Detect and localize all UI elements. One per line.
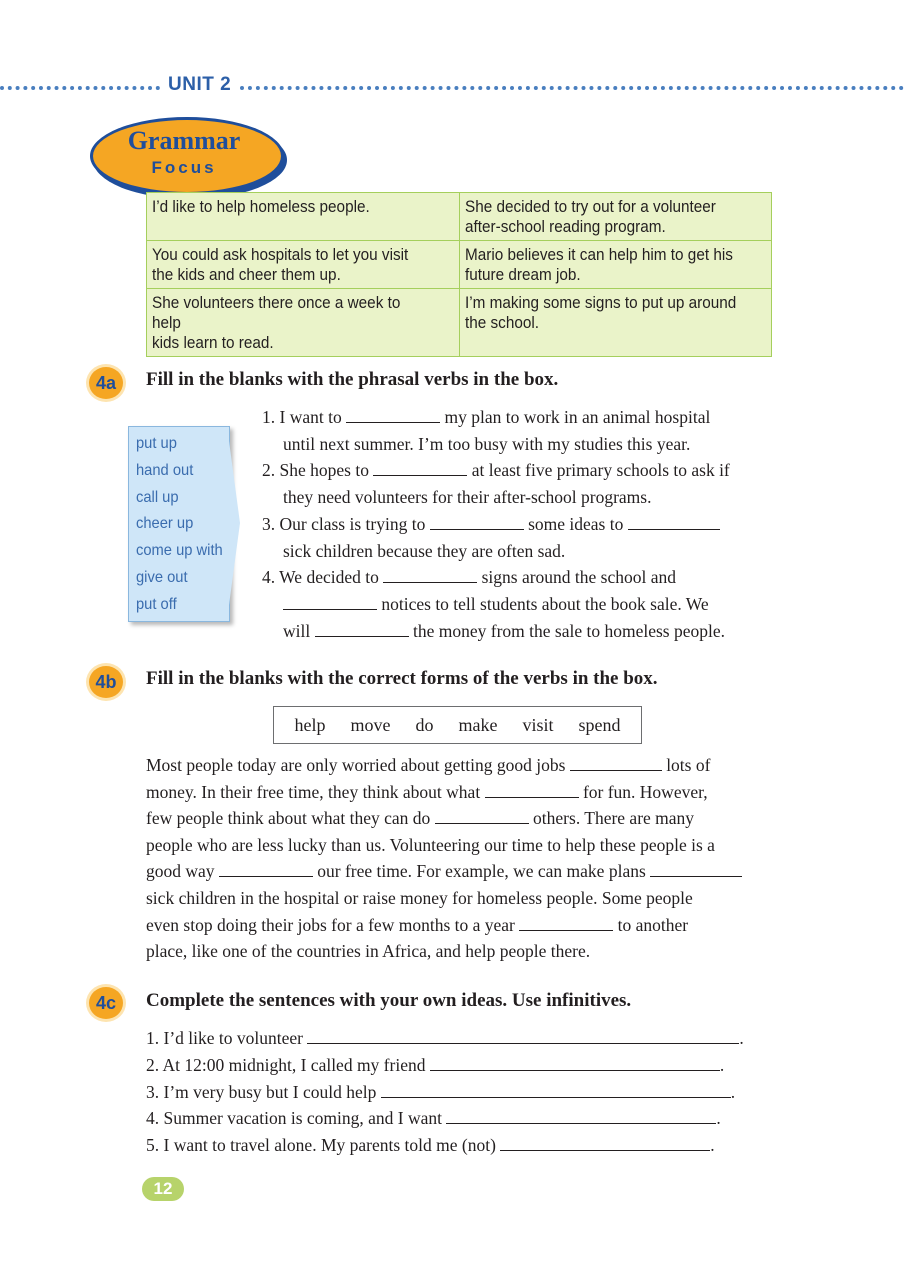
exercise-4c-instruction: Complete the sentences with your own ideas. Use infinitives. (146, 990, 632, 1011)
paragraph-line (146, 938, 742, 965)
table-cell (147, 289, 460, 357)
text: 1. I want to (262, 407, 342, 427)
text: 5. I want to travel alone. My parents told me (not) (146, 1135, 496, 1156)
answer-blank[interactable] (485, 783, 579, 798)
paragraph-line (146, 752, 742, 779)
answer-blank[interactable] (219, 862, 313, 877)
cell-text: I’m making some signs to put up around the school. (464, 293, 736, 332)
answer-blank[interactable] (430, 1056, 720, 1071)
verb-word: do (415, 714, 434, 735)
text: place, like one of the countries in Africa, and help people there. (146, 941, 591, 962)
exercise-4a-badge: 4a (89, 367, 123, 399)
text: 4. Summer vacation is coming, and I want (146, 1108, 442, 1129)
text: sick children because they are often sad. (283, 540, 566, 561)
cell-text: She decided to try out for a volunteer after-school reading program. (464, 197, 716, 236)
answer-blank[interactable] (430, 515, 524, 530)
period: . (730, 1081, 736, 1102)
grammar-focus-title: Grammar (127, 126, 241, 155)
verb-word: move (350, 714, 391, 735)
text: Most people today are only worried about getting good jobs (146, 755, 566, 775)
answer-blank[interactable] (650, 862, 742, 877)
period: . (739, 1028, 744, 1048)
exercise-4c-items (146, 1025, 744, 1159)
unit-label: UNIT 2 (168, 74, 232, 95)
sentence-line (262, 564, 730, 591)
verb-word: visit (522, 714, 554, 735)
sentence-line (262, 404, 730, 431)
text: people who are less lucky than us. Volunteering our time to help these people is a (146, 834, 715, 855)
phrasal-verb: call up (136, 488, 179, 506)
table-cell (147, 193, 460, 241)
text: 4. We decided to (262, 567, 379, 588)
text: at least five primary schools to ask if (471, 460, 730, 481)
text: money. In their free time, they think about what (146, 781, 481, 802)
table-cell (459, 193, 772, 241)
text: 3. I’m very busy but I could help (146, 1081, 377, 1102)
paragraph-line (146, 805, 742, 832)
text: they need volunteers for their after-school programs. (283, 487, 652, 508)
table-cell (459, 289, 772, 357)
text: 1. I’d like to volunteer (146, 1028, 303, 1048)
answer-blank[interactable] (346, 408, 440, 423)
verb-word: help (294, 714, 326, 735)
table-row (147, 193, 772, 241)
table-cell (459, 241, 772, 289)
phrasal-verb-list (136, 431, 230, 619)
answer-blank[interactable] (628, 515, 720, 530)
answer-blank[interactable] (283, 595, 377, 610)
sentence-line (146, 1079, 744, 1106)
grammar-focus-subtitle: Focus (151, 158, 217, 177)
grammar-focus-table (146, 192, 772, 357)
answer-blank[interactable] (435, 809, 529, 824)
text: the money from the sale to homeless people. (412, 620, 725, 641)
table-cell (147, 241, 460, 289)
cell-text: You could ask hospitals to let you visit the kids and cheer them up. (152, 245, 409, 284)
exercise-4b-badge: 4b (89, 666, 123, 698)
table-row (147, 289, 772, 357)
exercise-4b-paragraph (146, 752, 742, 965)
page-number: 12 (142, 1177, 184, 1201)
cell-text: Mario believes it can help him to get his future dream job. (464, 245, 733, 284)
text: few people think about what they can do (146, 808, 431, 829)
text: to another (617, 914, 689, 935)
sentence-line (262, 511, 730, 538)
paragraph-line (146, 885, 742, 912)
phrasal-verb: give out (136, 568, 188, 586)
paragraph-line (146, 779, 742, 806)
phrasal-verb: cheer up (136, 515, 194, 533)
table-row (147, 241, 772, 289)
text: for fun. However, (582, 781, 708, 802)
cell-line: I’d like to help homeless people. (152, 197, 370, 216)
answer-blank[interactable] (519, 916, 613, 931)
period: . (719, 1054, 725, 1075)
period: . (710, 1135, 715, 1156)
answer-blank[interactable] (500, 1136, 710, 1151)
sentence-line (262, 484, 730, 511)
exercise-4a-instruction: Fill in the blanks with the phrasal verbs in the box. (146, 369, 559, 390)
answer-blank[interactable] (383, 568, 477, 583)
phrasal-verb: put up (136, 435, 177, 452)
sentence-line (146, 1105, 744, 1132)
text: will (283, 620, 311, 641)
answer-blank[interactable] (315, 622, 409, 637)
text: even stop doing their jobs for a few months to a year (146, 914, 515, 935)
sentence-line (262, 431, 730, 458)
text: lots of (666, 755, 711, 775)
exercise-4b-instruction: Fill in the blanks with the correct forms of the verbs in the box. (146, 668, 658, 689)
header-dotted-rule-left (0, 86, 160, 90)
phrasal-verb: hand out (136, 461, 194, 479)
sentence-line (146, 1025, 744, 1052)
text: good way (146, 861, 215, 882)
text: signs around the school and (481, 567, 677, 588)
text: 3. Our class is trying to (262, 513, 426, 534)
sentence-line (262, 618, 730, 645)
answer-blank[interactable] (446, 1109, 716, 1124)
paragraph-line (146, 858, 742, 885)
answer-blank[interactable] (373, 461, 467, 476)
exercise-4a-sentences (262, 404, 730, 644)
answer-blank[interactable] (570, 756, 662, 771)
text: our free time. For example, we can make plans (317, 861, 646, 882)
period: . (716, 1108, 721, 1129)
header-dotted-rule-right (240, 86, 904, 90)
phrasal-verb: put off (136, 595, 177, 613)
sentence-line (146, 1132, 744, 1159)
text: 2. She hopes to (262, 460, 369, 481)
phrasal-verb: come up with (136, 542, 223, 560)
text: sick children in the hospital or raise money for homeless people. Some people (146, 887, 693, 908)
text: some ideas to (528, 513, 624, 534)
text: notices to tell students about the book sale. We (381, 593, 709, 614)
cell-text: She volunteers there once a week to help kids learn to read. (152, 293, 401, 352)
exercise-4c-badge: 4c (89, 987, 123, 1019)
paragraph-line (146, 912, 742, 939)
answer-blank[interactable] (307, 1029, 739, 1044)
sentence-line (146, 1052, 744, 1079)
answer-blank[interactable] (381, 1083, 731, 1098)
text: others. There are many (533, 808, 695, 829)
text: my plan to work in an animal hospital (444, 407, 711, 427)
paragraph-line (146, 832, 742, 859)
verb-box (273, 706, 642, 744)
sentence-line (262, 457, 730, 484)
verb-word: make (458, 714, 498, 735)
sentence-line (262, 538, 730, 565)
text: 2. At 12:00 midnight, I called my friend (146, 1054, 426, 1075)
text: until next summer. I’m too busy with my studies this year. (283, 433, 691, 454)
verb-word: spend (578, 714, 621, 735)
sentence-line (262, 591, 730, 618)
